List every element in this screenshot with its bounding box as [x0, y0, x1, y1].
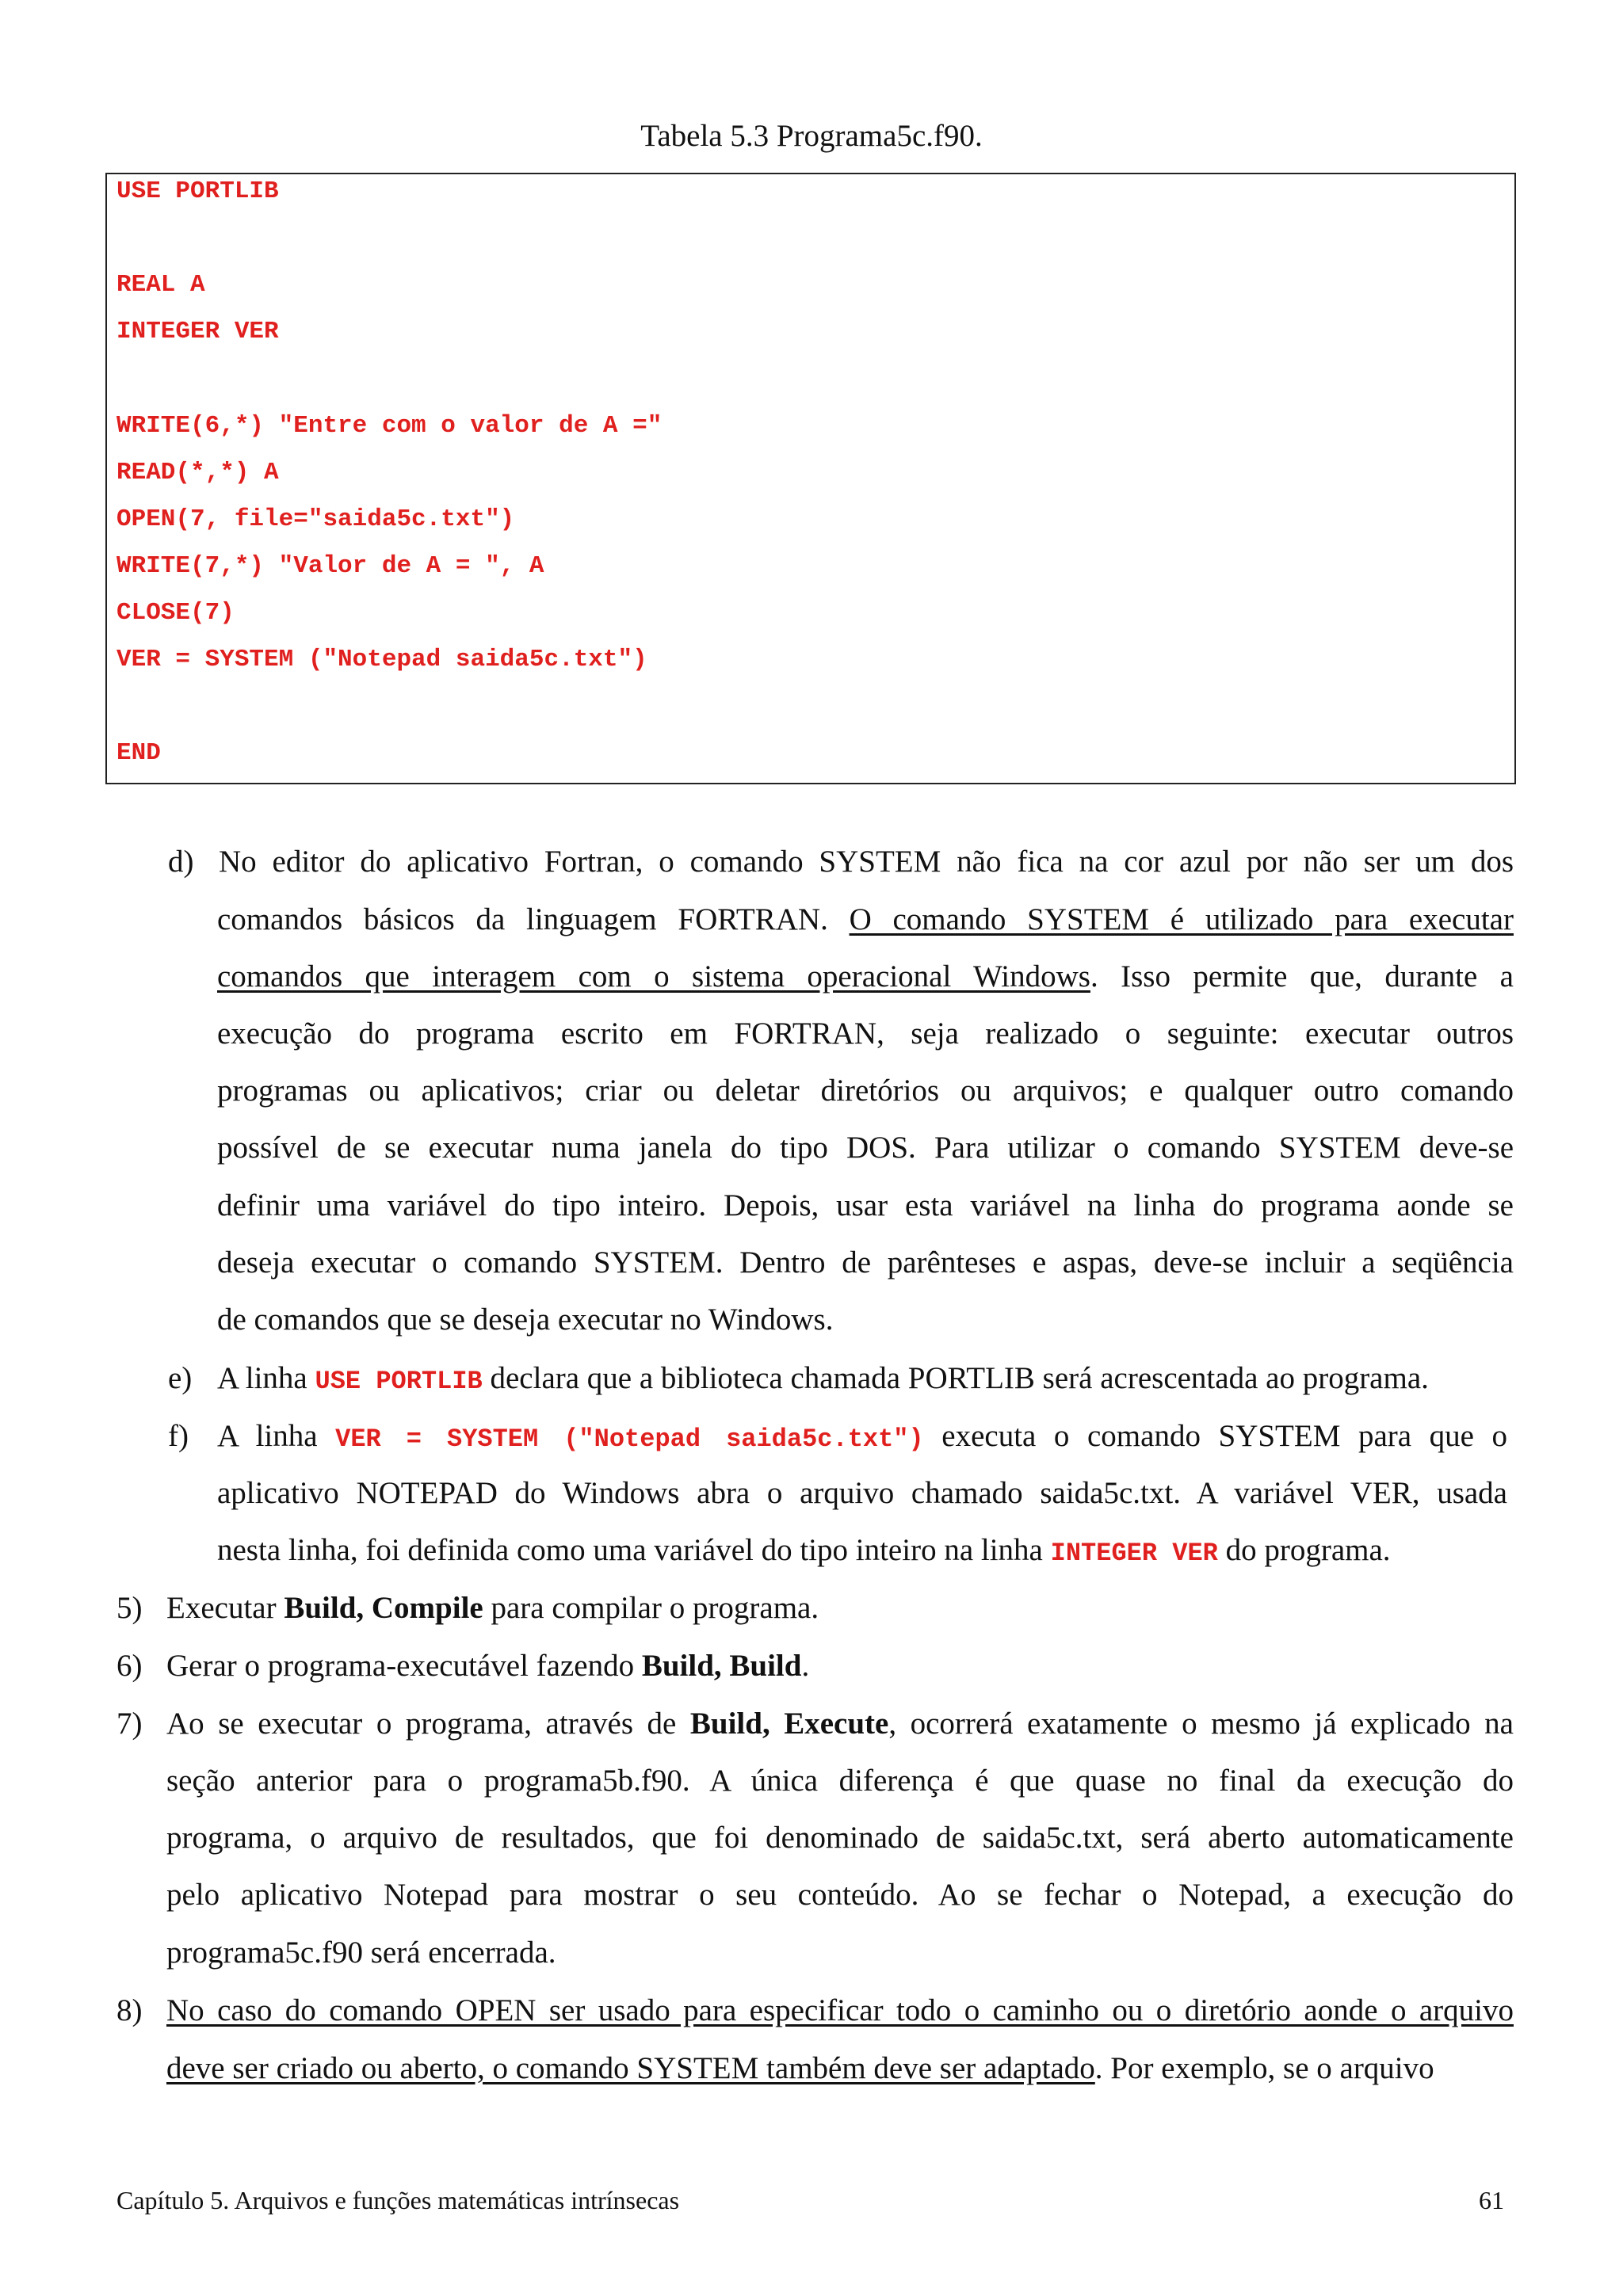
code-line: READ(*,*) A: [116, 459, 279, 486]
paragraph-line: Executar Build, Compile para compilar o programa.: [166, 1591, 819, 1625]
code-line: REAL A: [116, 271, 205, 299]
code-line: WRITE(6,*) "Entre com o valor de A =": [116, 412, 663, 440]
paragraph-line: Ao se executar o programa, através de Build, Execute, ocorrerá exatamente o mesmo já explicado na: [166, 1707, 1514, 1741]
paragraph-line: definir uma variável do tipo inteiro. Depois, usar esta variável na linha do programa aonde se: [217, 1188, 1514, 1222]
paragraph-line: programa5c.f90 será encerrada.: [166, 1936, 556, 1970]
code-line: VER = SYSTEM ("Notepad saida5c.txt"): [116, 646, 647, 673]
paragraph-line: execução do programa escrito em FORTRAN, seja realizado o seguinte: executar outros: [217, 1016, 1514, 1051]
paragraph-line: programa, o arquivo de resultados, que foi denominado de saida5c.txt, será aberto automaticamente: [166, 1821, 1514, 1855]
code-line: WRITE(7,*) "Valor de A = ", A: [116, 552, 544, 580]
paragraph-line: programas ou aplicativos; criar ou deletar diretórios ou arquivos; e qualquer outro comando: [217, 1074, 1514, 1108]
list-marker: f): [168, 1419, 189, 1453]
inline-code: INTEGER VER: [1050, 1539, 1218, 1568]
underlined-text: deve ser criado ou aberto, o comando SYSTEM também deve ser adaptado: [166, 2051, 1095, 2085]
paragraph-line: pelo aplicativo Notepad para mostrar o seu conteúdo. Ao se fechar o Notepad, a execução do: [166, 1878, 1514, 1912]
list-marker: e): [168, 1361, 193, 1395]
paragraph-line: seção anterior para o programa5b.f90. A única diferença é que quase no final da execução do: [166, 1764, 1514, 1798]
underlined-text: comandos que interagem com o sistema operacional Windows: [217, 959, 1090, 994]
underlined-text: O comando SYSTEM é utilizado para executar: [849, 902, 1514, 936]
bold-text: Build, Execute: [689, 1707, 889, 1741]
list-marker: 5): [116, 1591, 143, 1625]
list-marker: d): [168, 845, 194, 879]
underlined-text: No caso do comando OPEN ser usado para especificar todo o caminho ou o diretório aonde o arquivo: [166, 1993, 1514, 2027]
code-line: OPEN(7, file="saida5c.txt"): [116, 505, 515, 533]
code-line: CLOSE(7): [116, 599, 235, 627]
paragraph-line: possível de se executar numa janela do tipo DOS. Para utilizar o comando SYSTEM deve-se: [217, 1131, 1514, 1165]
bold-text: Build, Compile: [284, 1591, 483, 1625]
list-marker: 8): [116, 1993, 143, 2027]
inline-code: VER = SYSTEM ("Notepad saida5c.txt"): [335, 1425, 924, 1454]
paragraph-line: A linha VER = SYSTEM ("Notepad saida5c.txt") executa o comando SYSTEM para que o: [217, 1419, 1507, 1454]
list-marker: 7): [116, 1707, 143, 1741]
paragraph-line: de comandos que se deseja executar no Windows.: [217, 1302, 834, 1337]
code-listing: [105, 173, 1516, 784]
paragraph-line: comandos básicos da linguagem FORTRAN. O comando SYSTEM é utilizado para executar: [217, 902, 1514, 936]
paragraph-line: [166, 1992, 1514, 2030]
paragraph-line: comandos que interagem com o sistema operacional Windows. Isso permite que, durante a: [217, 959, 1514, 994]
inline-code: USE PORTLIB: [315, 1367, 483, 1396]
paragraph-line: Gerar o programa-executável fazendo Build, Build.: [166, 1649, 810, 1683]
paragraph-line: No editor do aplicativo Fortran, o comando SYSTEM não fica na cor azul por não ser um dos: [219, 845, 1514, 879]
page-number: 61: [1479, 2186, 1504, 2214]
paragraph-line: A linha USE PORTLIB declara que a biblioteca chamada PORTLIB será acrescentada ao programa.: [217, 1361, 1429, 1396]
paragraph-line: deve ser criado ou aberto, o comando SYSTEM também deve ser adaptado. Por exemplo, se o arquivo: [166, 2051, 1434, 2085]
paragraph-line: aplicativo NOTEPAD do Windows abra o arquivo chamado saida5c.txt. A variável VER, usada: [217, 1476, 1507, 1510]
table-caption: Tabela 5.3 Programa5c.f90.: [640, 119, 983, 153]
code-line: INTEGER VER: [116, 318, 279, 345]
bold-text: Build, Build: [641, 1649, 802, 1683]
paragraph-line: nesta linha, foi definida como uma variável do tipo inteiro na linha INTEGER VER do programa.: [217, 1533, 1391, 1568]
code-line: END: [116, 739, 161, 767]
list-marker: 6): [116, 1649, 143, 1683]
paragraph-line: deseja executar o comando SYSTEM. Dentro de parênteses e aspas, deve-se incluir a seqüência: [217, 1245, 1514, 1280]
code-line: USE PORTLIB: [116, 177, 279, 205]
footer-chapter: Capítulo 5. Arquivos e funções matemáticas intrínsecas: [116, 2186, 680, 2214]
